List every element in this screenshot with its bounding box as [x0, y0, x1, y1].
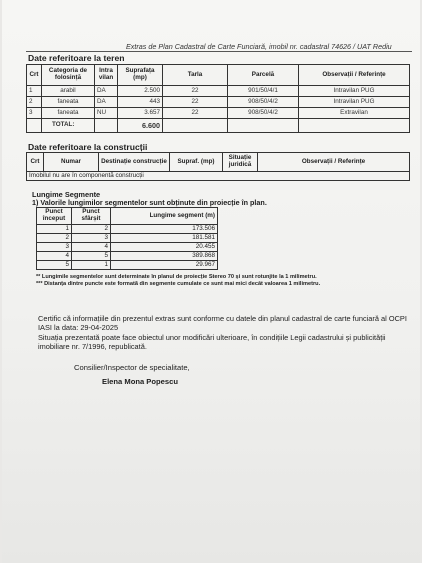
table-row — [37, 243, 218, 252]
table-cell — [95, 119, 118, 133]
header-cell: Observații / Referințe — [299, 65, 410, 86]
table-row — [27, 108, 410, 119]
header-cell: Numar — [44, 153, 99, 172]
table-cell: 3 — [37, 243, 72, 252]
total-row — [27, 119, 410, 133]
header-divider — [26, 51, 412, 52]
table-cell: 908/50/4/2 — [228, 108, 299, 119]
total-label: TOTAL: — [42, 119, 95, 133]
table-row — [27, 97, 410, 108]
segmente-table — [36, 207, 218, 270]
table-cell: 5 — [37, 261, 72, 270]
header-cell: Categoria de folosință — [42, 65, 95, 86]
table-cell: 2 — [27, 97, 42, 108]
table-cell: 908/50/4/2 — [228, 97, 299, 108]
header-cell: Observații / Referințe — [258, 153, 410, 172]
document-header: Extras de Plan Cadastral de Carte Funciară, imobil nr. cadastral 74626 / UAT Rediu — [126, 42, 392, 51]
header-cell: Crt — [27, 65, 42, 86]
table-cell: 3 — [27, 108, 42, 119]
table-cell: Intravilan PUG — [299, 97, 410, 108]
table-cell: 1 — [72, 261, 111, 270]
teren-section-title: Date referitoare la teren — [28, 53, 125, 63]
table-cell: 2 — [37, 234, 72, 243]
header-cell: Supraf. (mp) — [170, 153, 223, 172]
segment-footnote: ** Lungimile segmentelor sunt determinate în planul de proiecție Stereo 70 și sunt rotunjite la 1 milimetru. — [36, 274, 317, 280]
segmente-subtitle: 1) Valorile lungimilor segmentelor sunt obținute din proiecție în plan. — [32, 198, 267, 207]
table-cell: Extravilan — [299, 108, 410, 119]
table-cell: 389.868 — [111, 252, 218, 261]
document-page — [2, 0, 420, 563]
table-cell: 3.657 — [118, 108, 163, 119]
table-cell — [27, 119, 42, 133]
table-cell: 5 — [72, 252, 111, 261]
table-cell: 2 — [72, 225, 111, 234]
table-row — [37, 252, 218, 261]
distance-footnote: *** Distanța dintre puncte este formată din segmente cumulate ce sunt mai mici decât valoarea 1 milimetru. — [36, 281, 321, 287]
table-cell: 181.581 — [111, 234, 218, 243]
header-cell: Intra vilan — [95, 65, 118, 86]
empty-message: Imobilul nu are în componentă construcții — [27, 172, 410, 181]
segmente-header-row — [37, 208, 218, 225]
segmente-section-title: Lungime Segmente — [32, 190, 101, 199]
table-cell: 2.500 — [118, 86, 163, 97]
table-cell: 901/50/4/1 — [228, 86, 299, 97]
table-cell — [228, 119, 299, 133]
table-cell: 173.506 — [111, 225, 218, 234]
table-cell: 4 — [37, 252, 72, 261]
table-cell: faneata — [42, 108, 95, 119]
table-cell: 22 — [163, 86, 228, 97]
header-cell: Parcelă — [228, 65, 299, 86]
table-row — [27, 86, 410, 97]
header-cell: Punct sfârșit — [72, 208, 111, 225]
table-cell: faneata — [42, 97, 95, 108]
table-row — [37, 234, 218, 243]
header-cell: Crt — [27, 153, 44, 172]
table-cell: 443 — [118, 97, 163, 108]
header-cell: Lungime segment (m) — [111, 208, 218, 225]
certification-text: Certific că informațiile din prezentul extras sunt conforme cu datele din planul cadastral de carte funciară al OCPI IASI la data: 29-04-2025 — [38, 314, 407, 333]
table-cell: 1 — [27, 86, 42, 97]
teren-table — [26, 64, 410, 133]
table-row — [37, 261, 218, 270]
table-row — [37, 225, 218, 234]
table-cell: 29.967 — [111, 261, 218, 270]
constructii-header-row — [27, 153, 410, 172]
table-cell: 22 — [163, 97, 228, 108]
header-cell: Situație juridică — [223, 153, 258, 172]
table-cell: DA — [95, 97, 118, 108]
table-cell — [163, 119, 228, 133]
header-cell: Suprafața (mp) — [118, 65, 163, 86]
table-cell: Intravilan PUG — [299, 86, 410, 97]
table-cell: arabil — [42, 86, 95, 97]
table-cell: NU — [95, 108, 118, 119]
table-row — [27, 172, 410, 181]
total-value: 6.600 — [118, 119, 163, 133]
table-cell: 3 — [72, 234, 111, 243]
table-cell: 4 — [72, 243, 111, 252]
header-cell: Tarla — [163, 65, 228, 86]
teren-header-row — [27, 65, 410, 86]
table-cell: 20.455 — [111, 243, 218, 252]
table-cell: 22 — [163, 108, 228, 119]
header-cell: Destinație construcție — [99, 153, 170, 172]
header-cell: Punct început — [37, 208, 72, 225]
signatory-role: Consilier/Inspector de specialitate, — [74, 363, 190, 372]
constructii-section-title: Date referitoare la construcții — [28, 142, 148, 152]
signatory-name: Elena Mona Popescu — [102, 377, 178, 386]
table-cell: DA — [95, 86, 118, 97]
disclaimer-text: Situația prezentată poate face obiectul unor modificări ulterioare, în condițiile Legii cadastrului și publicității imobiliare nr. 7/1996, republicată. — [38, 333, 386, 352]
table-cell — [299, 119, 410, 133]
table-cell: 1 — [37, 225, 72, 234]
constructii-table — [26, 152, 410, 181]
